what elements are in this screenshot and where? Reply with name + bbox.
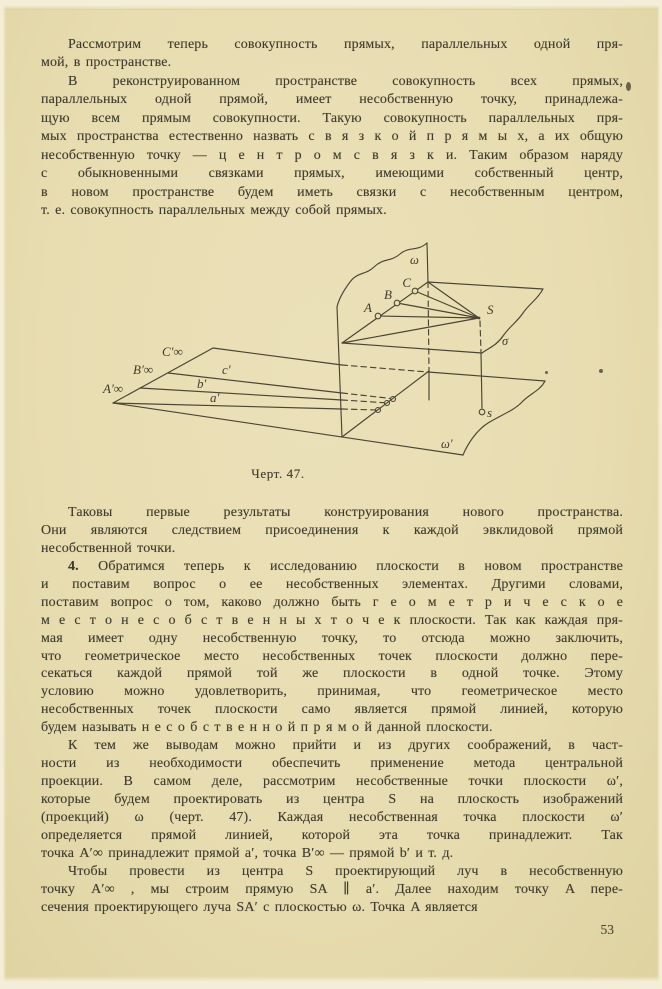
text-line: которые будем проектировать из центра S на плоскость изображений <box>41 792 623 807</box>
text-line: параллельных одной прямой, имеет несобственную точку, принадлежа- <box>41 92 623 108</box>
text-line: мая имеет одну несобственную точку, то отсюда можно заключить, <box>41 630 623 646</box>
page-edge-left <box>0 0 6 989</box>
text-line: проекции. В самом деле, рассмотрим несобственные точки плоскости ω′, <box>41 774 623 790</box>
text-line: Таковы первые результаты конструирования нового пространства. <box>68 505 623 520</box>
figure-47-drawing <box>85 236 590 466</box>
label-omega: ω <box>410 253 419 267</box>
label-B-infinity: B′∞ <box>133 362 154 377</box>
text-line: м е с т о н е с о б с т в е н н ы х т о ч е к плоскости. Так как каждая пря- <box>41 612 623 628</box>
ink-speck <box>626 82 631 91</box>
text-line: мой, в пространстве. <box>41 55 172 71</box>
page-edge-right <box>657 0 662 989</box>
label-point-s: s <box>487 405 493 420</box>
text-line: Рассмотрим теперь совокупность прямых, параллельных одной пря- <box>68 37 623 52</box>
label-sigma: σ <box>502 334 509 348</box>
text-line: точку A′∞ , мы строим прямую SA ∥ a′. Далее находим точку A пере- <box>41 881 623 897</box>
text-line: (проекций) ω (черт. 47). Каждая несобственная точка плоскости ω′ <box>41 809 623 825</box>
page-edge-top <box>0 0 662 10</box>
label-point-B: B <box>384 287 392 302</box>
text-line: несобственной точки. <box>41 540 176 556</box>
text-line: сечения проектирующего луча SA′ с плоскостью ω. Точка A является <box>41 899 478 915</box>
text-line: т. е. совокупность параллельных между собой прямых. <box>41 202 387 218</box>
plane-omega-prime <box>113 348 545 455</box>
text-line: с обыкновенными связками прямых, имеющими собственный центр, <box>41 166 623 182</box>
label-A-infinity: A′∞ <box>103 381 124 396</box>
text-line: 4. Обратимся теперь к исследованию плоскости в новом пространстве <box>68 558 623 574</box>
text-line: секаться каждой прямой той же плоскости в одной точке. Этому <box>41 666 623 682</box>
label-C-infinity: C′∞ <box>162 344 183 359</box>
text-line: мых пространства естественно назвать с в я з к о й п р я м ы х, а их общую <box>41 129 623 145</box>
text-line: несобственную точку — ц е н т р о м с в я з к и. Таким образом наряду <box>41 147 623 163</box>
s-projection-line <box>479 321 485 415</box>
ink-speck <box>545 371 548 374</box>
text-line: К тем же выводам можно прийти и из других соображений, в част- <box>68 738 623 754</box>
ink-speck <box>599 369 603 373</box>
text-line: поставим вопрос о том, каково должно быть г е о м е т р и ч е с к о е <box>41 594 623 610</box>
paragraph-block-bottom <box>41 504 623 917</box>
text-line: будем называть н е с о б с т в е н н о й п р я м о й данной плоскости. <box>41 720 493 736</box>
label-line-c: c′ <box>222 362 231 377</box>
text-line: определяется прямой линией, которой эта точка принадлежит. Так <box>41 827 623 843</box>
label-point-S: S <box>487 302 494 317</box>
text-line: в новом пространстве будем иметь связки с несобственным центром, <box>41 184 623 200</box>
text-line: несобственных точек плоскости само является прямой линией, которую <box>41 702 623 718</box>
text-line: В реконструированном пространстве совокупность всех прямых, <box>68 73 623 89</box>
label-line-b: b′ <box>197 376 207 391</box>
page-number: 53 <box>600 922 614 937</box>
label-point-C: C <box>402 275 411 290</box>
label-line-a: a′ <box>210 390 220 405</box>
figure-caption: Черт. 47. <box>251 466 305 481</box>
text-line: Они являются следствием присоединения к каждой эвклидовой прямой <box>41 522 623 538</box>
projection-rays <box>342 282 480 343</box>
parallel-lines-abc <box>113 373 396 413</box>
label-point-A: A <box>364 300 372 315</box>
paragraph-block-top <box>41 36 623 220</box>
text-line: точка A′∞ принадлежит прямой a′, точка B′∞ — прямой b′ и т. д. <box>41 845 454 861</box>
label-omega-prime: ω′ <box>441 437 453 451</box>
text-line: Чтобы провести из центра S проектирующий луч в несобственную <box>68 863 623 879</box>
plane-omega <box>337 243 429 437</box>
text-line: щую всем прямым совокупности. Такую совокупность параллельных пря- <box>41 110 623 126</box>
text-line: условию можно удовлетворить, принимая, что геометрическое место <box>41 684 623 700</box>
page-edge-bottom <box>0 976 662 989</box>
text-line: и поставим вопрос о ее несобственных элементах. Другими словами, <box>41 576 623 592</box>
text-line: что геометрическое место несобственных точек плоскости должно пере- <box>41 648 623 664</box>
text-line: ности из необходимости обеспечить применение метода центральной <box>41 756 623 772</box>
